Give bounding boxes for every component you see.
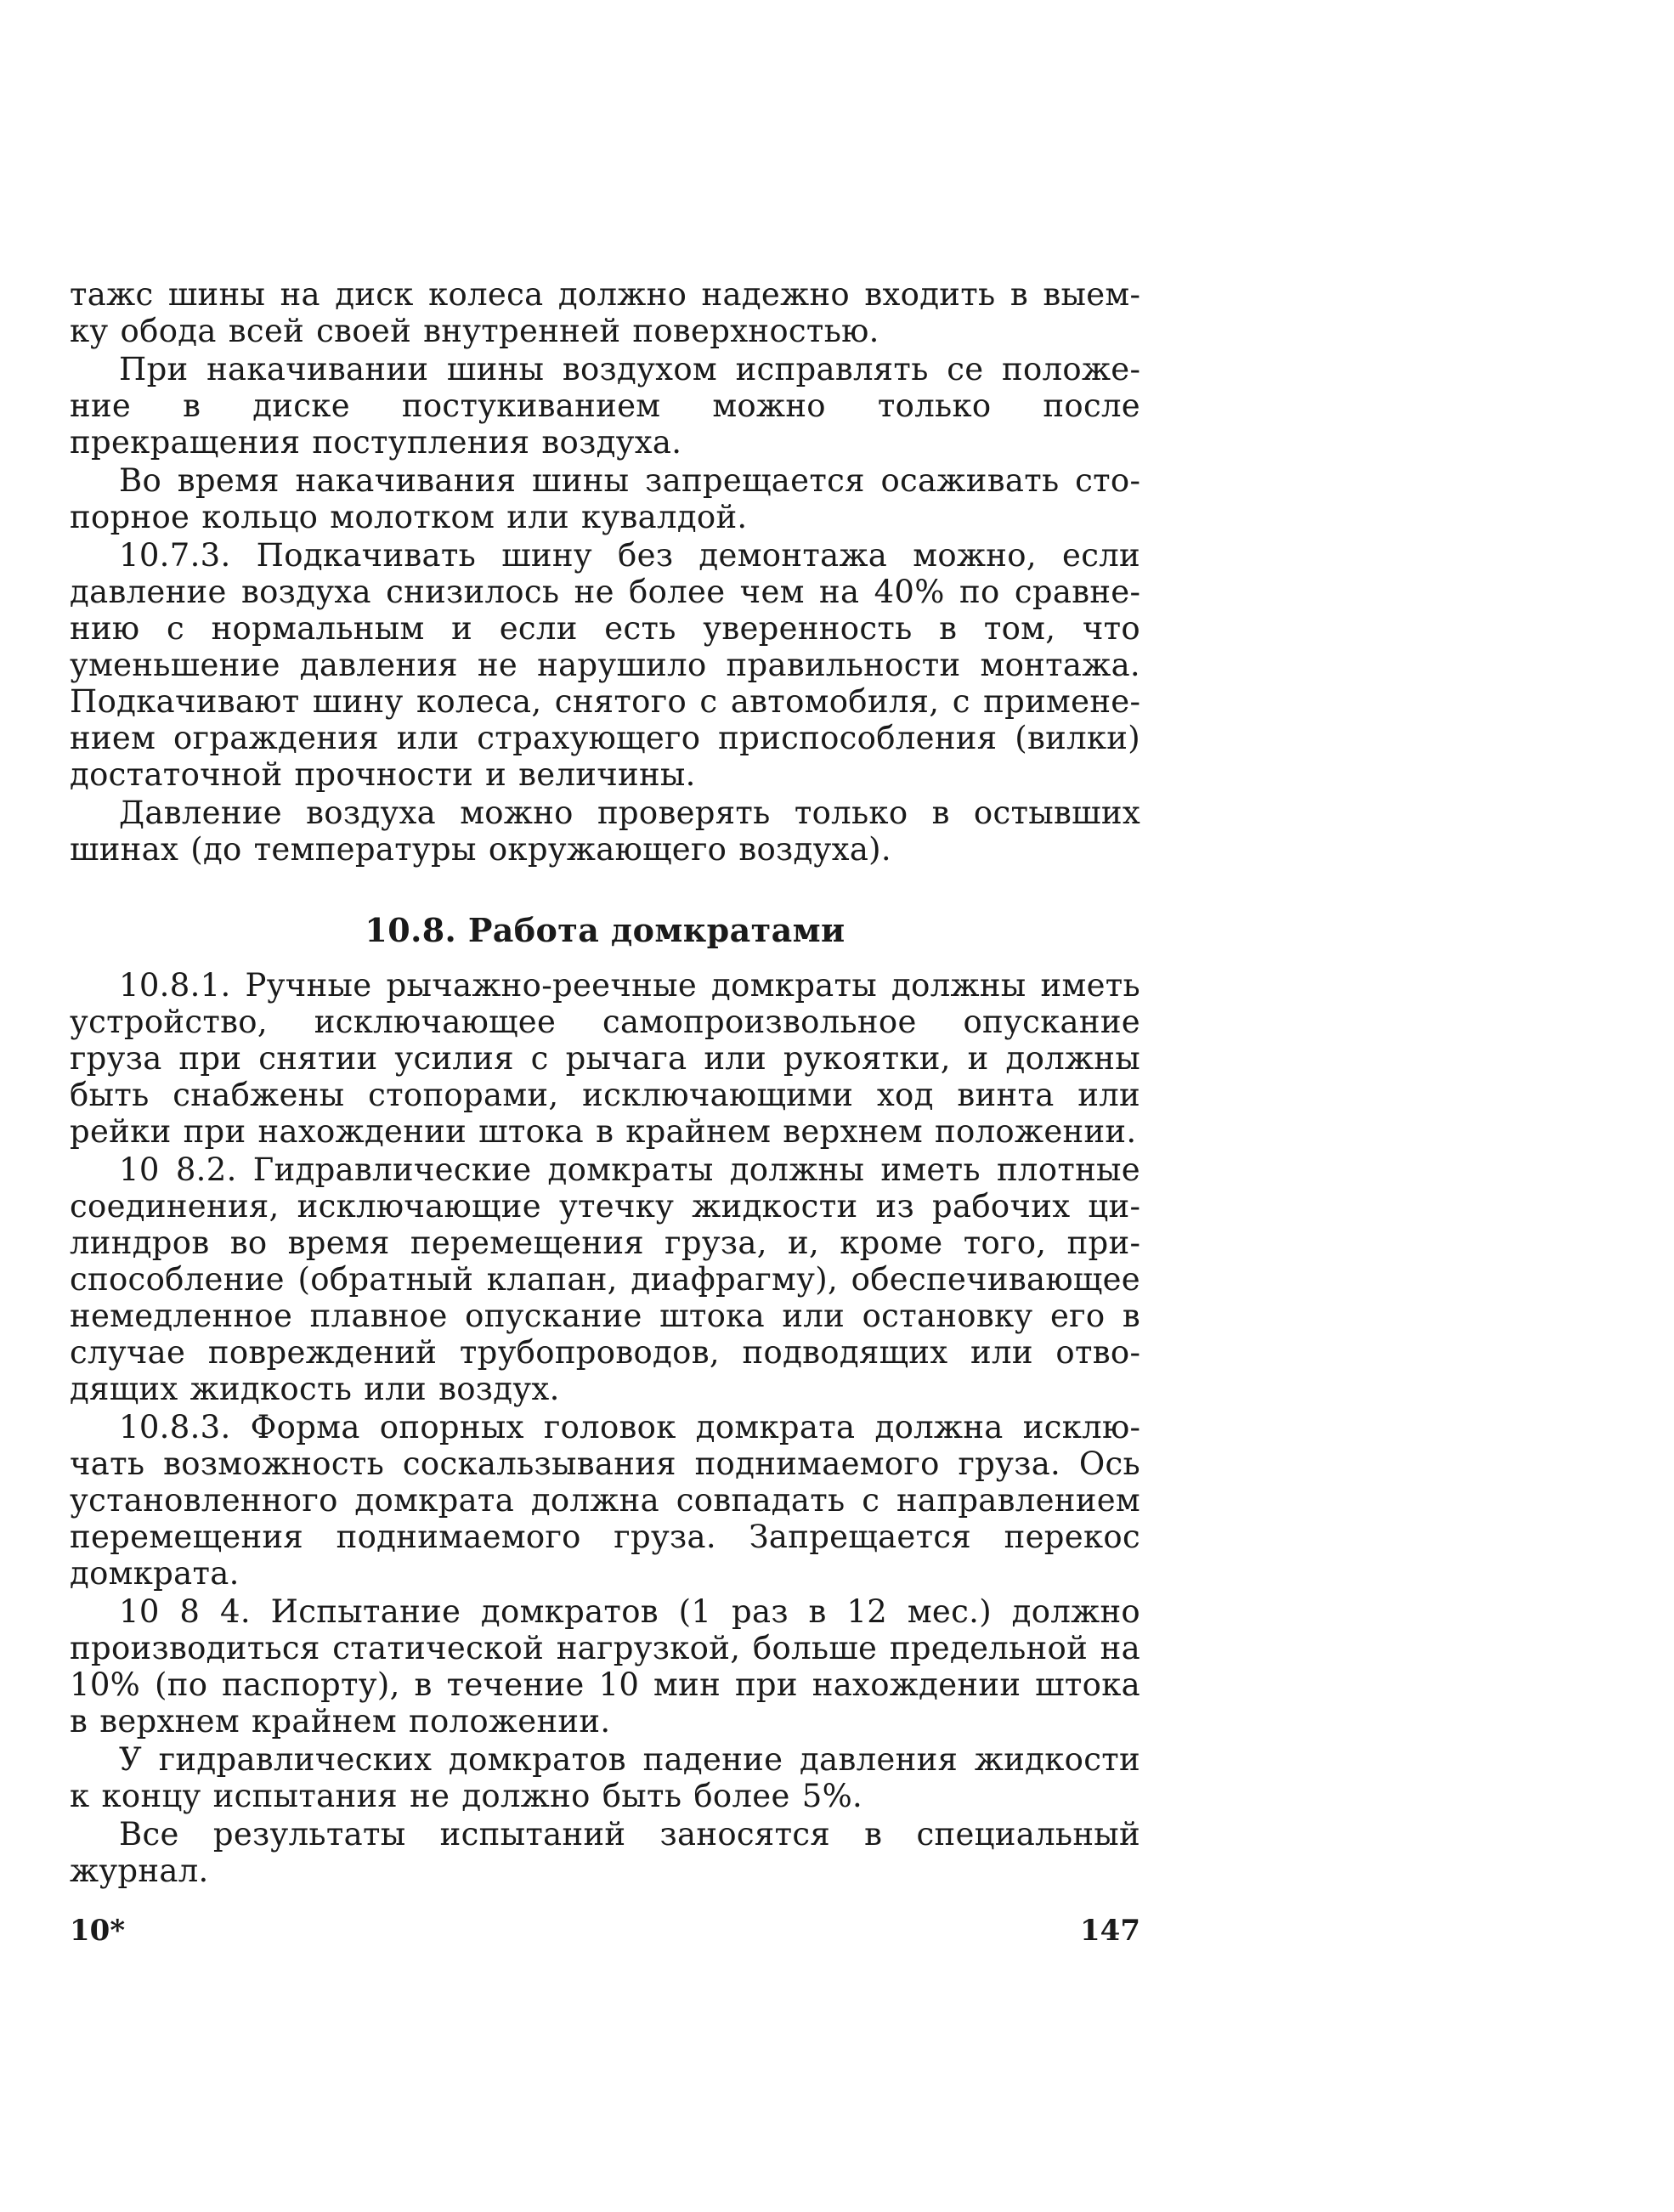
paragraph-8: 10.8.3. Форма опорных головок домкрата должна исключать возможность соскальзывания поднимаемого груза. Ось установленного домкрата должна совпадать с направлением перемещения поднимаемого груза. Запрещается перекос домкрата. xyxy=(70,1409,1140,1592)
paragraph-3: Во время накачивания шины запрещается осаживать стопорное кольцо молотком или кувалдой. xyxy=(70,462,1140,535)
paragraph-1: тажс шины на диск колеса должно надежно входить в выемку обода всей своей внутренней поверхностью. xyxy=(70,276,1140,349)
page-footer xyxy=(70,1914,1140,1948)
paragraph-6: 10.8.1. Ручные рычажно-реечные домкраты должны иметь устройство, исключающее самопроизвольное опускание груза при снятии усилия с рычага или рукоятки, и должны быть снабжены стопорами, исключающими ход винта или рейки при нахождении штока в крайнем верхнем положении. xyxy=(70,967,1140,1150)
signature-mark: 10* xyxy=(70,1914,126,1948)
section-heading: 10.8. Работа домкратами xyxy=(365,911,845,949)
page-body xyxy=(70,276,1140,1891)
paragraph-5: Давление воздуха можно проверять только в остывших шинах (до температуры окружающего воздуха). xyxy=(70,795,1140,868)
paragraph-9: 10 8 4. Испытание домкратов (1 раз в 12 мес.) должно производиться статической нагрузкой, больше предельной на 10% (по паспорту), в течение 10 мин при нахождении штока в верхнем крайнем положении. xyxy=(70,1593,1140,1740)
page-number: 147 xyxy=(1080,1914,1140,1948)
paragraph-10: У гидравлических домкратов падение давления жидкости к концу испытания не должно быть более 5%. xyxy=(70,1741,1140,1814)
paragraph-11: Все результаты испытаний заносятся в специальный журнал. xyxy=(70,1816,1140,1889)
paragraph-7: 10 8.2. Гидравлические домкраты должны иметь плотные соединения, исключающие утечку жидкости из рабочих цилиндров во время перемещения груза, и, кроме того, приспособление (обратный клапан, диафрагму), обеспечивающее немедленное плавное опускание штока или остановку его в случае повреждений трубопроводов, подводящих или отводящих жидкость или воздух. xyxy=(70,1151,1140,1407)
paragraph-4: 10.7.3. Подкачивать шину без демонтажа можно, если давление воздуха снизилось не более чем на 40% по сравнению с нормальным и если есть уверенность в том, что уменьшение давления не нарушило правильности монтажа. Подкачивают шину колеса, снятого с автомобиля, с применением ограждения или страхующего приспособления (вилки) достаточной прочности и величины. xyxy=(70,537,1140,793)
paragraph-2: При накачивании шины воздухом исправлять се положение в диске постукиванием можно только после прекращения поступления воздуха. xyxy=(70,351,1140,461)
